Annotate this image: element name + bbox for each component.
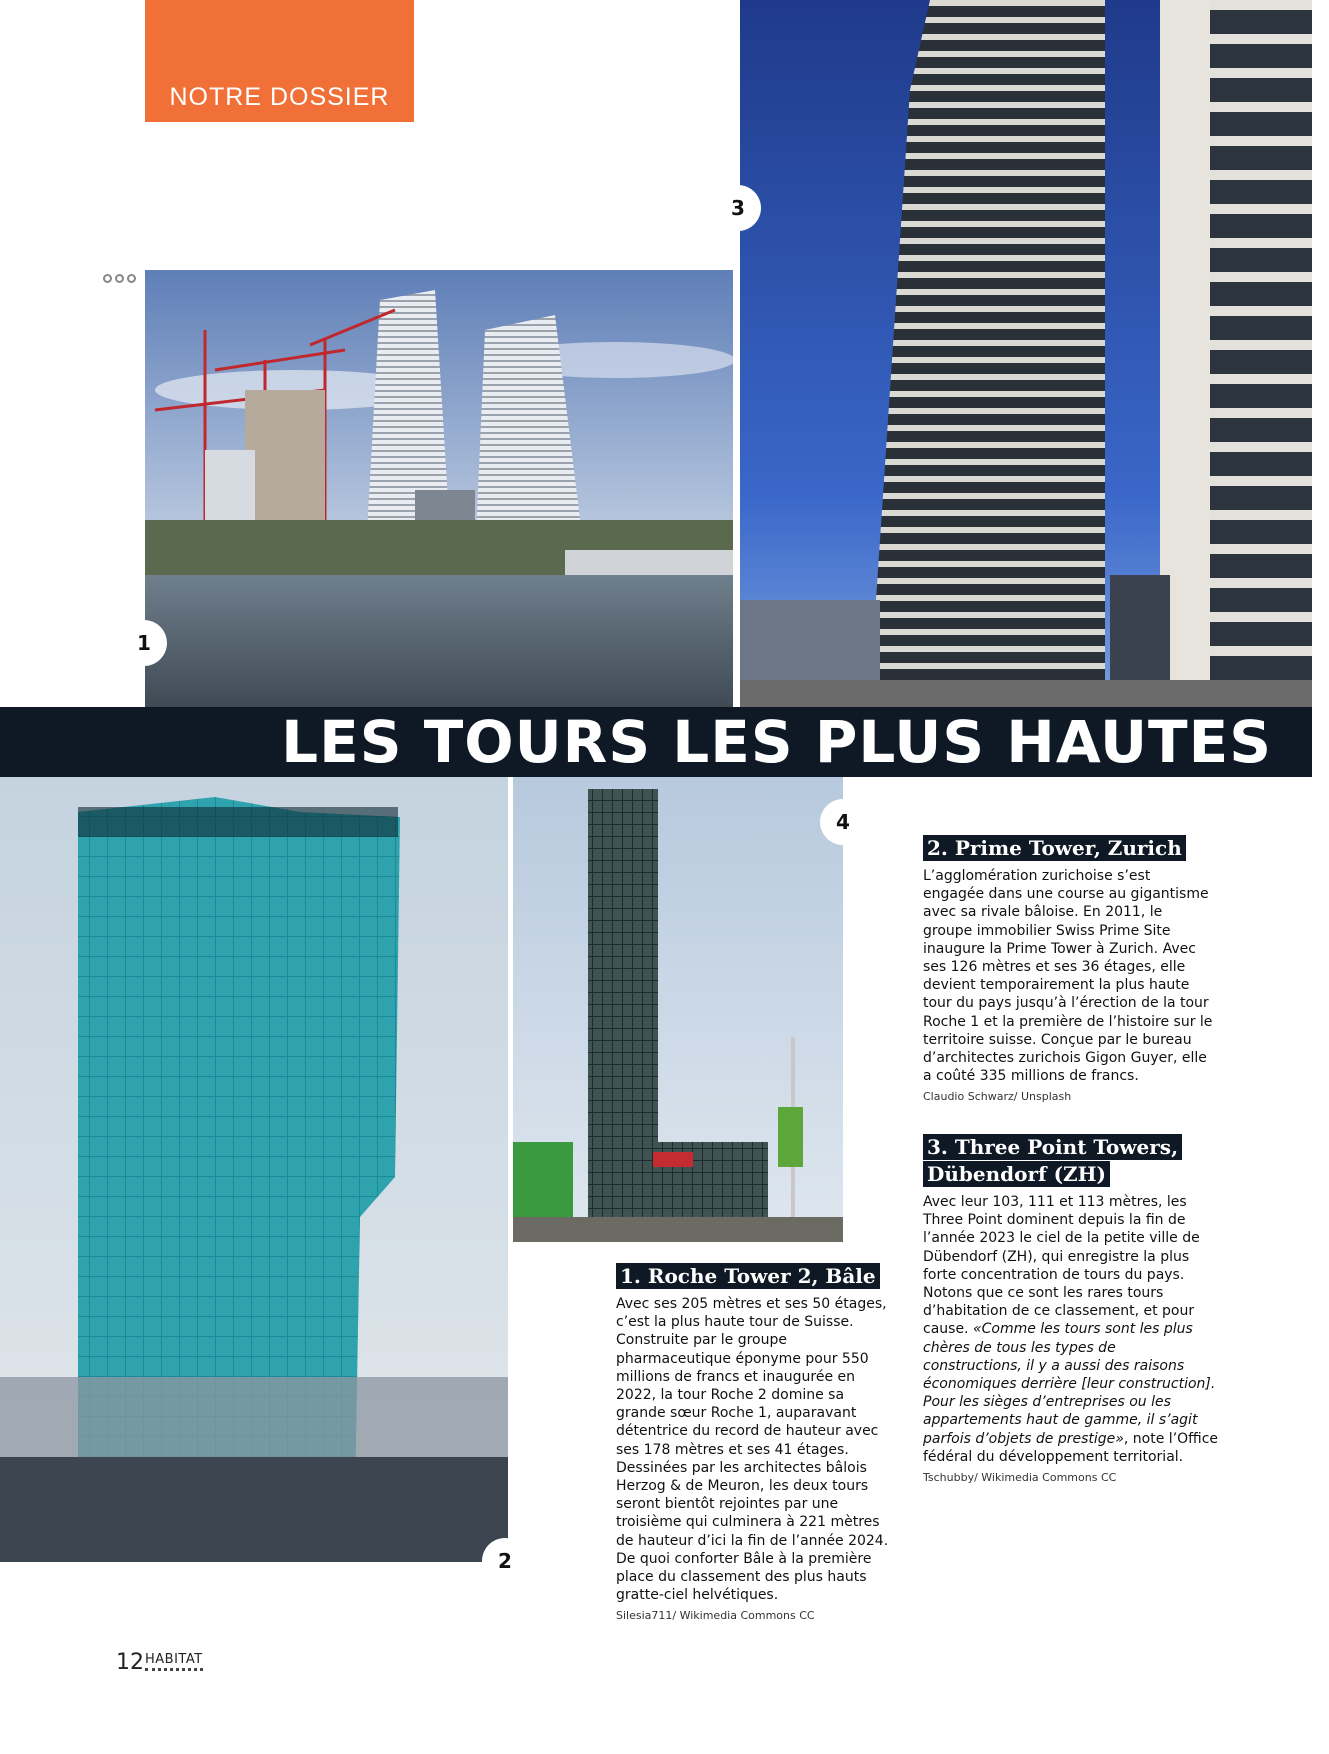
photo-prime-tower <box>0 777 508 1562</box>
article-roche-tower-title: 1. Roche Tower 2, Bâle <box>616 1263 880 1289</box>
article-three-point-quote: «Comme les tours sont les plus chères de tous les types de constructions, il y a aussi des raisons économiques derrière [leur construction]. Pour les sièges d’entreprises ou les appartements haut de gamme, il s’agit parfois d’objets de prestige» <box>923 1321 1216 1447</box>
photo-number-badge-4: 4 <box>820 799 866 845</box>
article-prime-tower-text: L’agglomération zurichoise s’est engagée dans une course au gigantisme avec sa rivale bâloise. En 2011, le groupe immobilier Swiss Prime Site inaugure la Prime Tower à Zurich. Avec ses 126 mètres et ses 36 étages, elle devient temporairement la plus haute tour du pays jusqu’à l’érection de la tour Roche 1 et la première de l’histoire sur le territoire suisse. Conçue par le bureau d’architectes zurichois Gigon Guyer, elle a coûté 335 millions de francs. <box>923 868 1213 1085</box>
photo-credit-prime: Claudio Schwarz/ Unsplash <box>923 1090 1072 1104</box>
photo-credit-roche: Silesia711/ Wikimedia Commons CC <box>616 1609 815 1623</box>
article-roche-tower-text: Avec ses 205 mètres et ses 50 étages, c’est la plus haute tour de Suisse. Construite par le groupe pharmaceutique éponyme pour 550 millions de francs et inaugurée en 2022, la tour Roche 2 domine sa grande sœur Roche 1, auparavant détentrice du record de hauteur avec ses 178 mètres et ses 41 étages. Dessinées par les architectes bâlois Herzog & de Meuron, les deux tours seront bientôt rejointes par une troisième qui culminera à 221 mètres de hauteur d’ici la fin de l’année 2024. De quoi conforter Bâle à la première place du classement des plus hauts gratte-ciel helvétiques. <box>616 1296 889 1604</box>
photo-credit-three-point: Tschubby/ Wikimedia Commons CC <box>923 1471 1117 1485</box>
photo-roche-tower <box>145 270 733 707</box>
photo-number-badge-1: 1 <box>121 620 167 666</box>
page-number: 12 <box>116 1650 144 1675</box>
article-three-point <box>923 1134 1218 1484</box>
magazine-logo: HABITAT <box>145 1652 203 1671</box>
article-three-point-title-line2: Dübendorf (ZH) <box>923 1161 1110 1187</box>
photo-roche-tower-2 <box>513 777 843 1242</box>
section-tag-label: NOTRE DOSSIER <box>169 83 390 111</box>
page-headline: LES TOURS LES PLUS HAUTES <box>0 707 1312 777</box>
section-tag <box>145 0 414 122</box>
article-prime-tower <box>923 835 1213 1103</box>
photo-number-badge-2: 2 <box>482 1538 528 1584</box>
article-roche-tower <box>616 1263 898 1622</box>
article-prime-tower-title: 2. Prime Tower, Zurich <box>923 835 1186 861</box>
article-three-point-title-line1: 3. Three Point Towers, <box>923 1134 1182 1160</box>
article-roche-tower-body <box>616 1295 898 1604</box>
photo-three-point-towers <box>740 0 1312 707</box>
article-three-point-text: Avec leur 103, 111 et 113 mètres, les Three Point dominent depuis la fin de l’année 2023 le ciel de la petite ville de Dübendorf (ZH), qui enregistre la plus forte concentration de tours du pays. Notons que ce sont les rares tours d’habitation de ce classement, et pour cause. <box>923 1194 1200 1338</box>
article-three-point-tail: , note l’Office fédéral du développement territorial. <box>923 1430 1219 1465</box>
article-three-point-body <box>923 1193 1218 1466</box>
article-prime-tower-body <box>923 867 1213 1085</box>
photo-number-badge-3: 3 <box>715 185 761 231</box>
decorative-dots-icon <box>103 274 136 286</box>
